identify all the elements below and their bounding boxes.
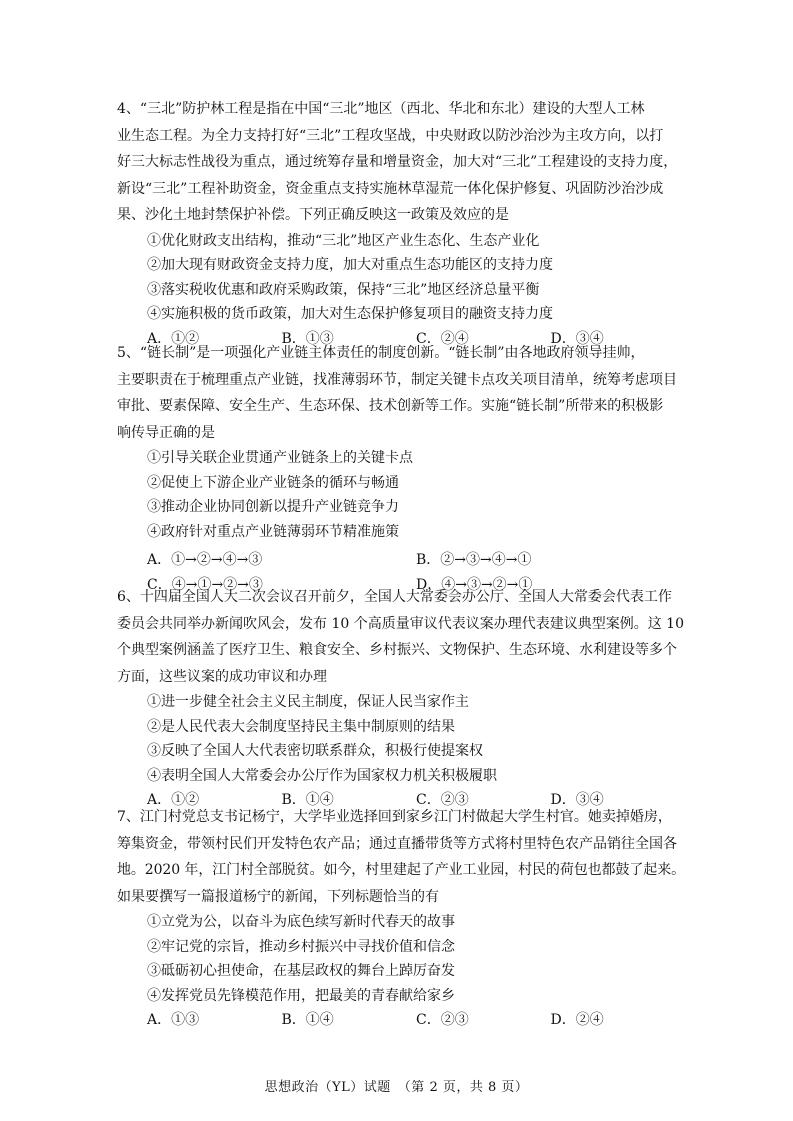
stem-line: 主要职责在于梳理重点产业链，找准薄弱环节，制定关键卡点攻关项目清单，统筹考虑项目 xyxy=(117,371,677,388)
stem-line: 4、“三北”防护林工程是指在中国“三北”地区（西北、华北和东北）建设的大型人工林 xyxy=(117,101,645,117)
statement: ②是人民代表大会制度坚持民主集中制原则的结果 xyxy=(147,718,455,735)
stem-line: 响传导正确的是 xyxy=(117,424,215,441)
statement: ①引导关联企业贯通产业链条上的关键卡点 xyxy=(147,450,413,466)
stem-line: 方面，这些议案的成功审议和办理 xyxy=(117,668,327,685)
statement: ②促使上下游企业产业链条的循环与畅通 xyxy=(147,474,399,491)
statement: ②加大现有财政资金支持力度，加大对重点生态功能区的支持力度 xyxy=(147,257,553,273)
statement: ①优化财政支出结构，推动“三北”地区产业生态化、生态产业化 xyxy=(147,232,540,249)
option-d: D．④→③→②→① xyxy=(416,576,533,593)
statement: ③反映了全国人大代表密切联系群众，积极行使提案权 xyxy=(147,743,483,759)
answer-options xyxy=(147,548,685,573)
statement: ①立党为公，以奋斗为底色续写新时代春天的故事 xyxy=(147,914,455,930)
question-7 xyxy=(117,804,685,1033)
option-b: B．①④ xyxy=(281,1012,334,1028)
question-stem xyxy=(117,804,685,910)
question-stem xyxy=(117,584,685,690)
option-a: A．①② xyxy=(147,792,200,808)
question-5 xyxy=(117,340,685,597)
option-d: D．②④ xyxy=(550,1012,604,1028)
stem-line: 5、“链长制”是一项强化产业链主体责任的制度创新。“链长制”由各地政府领导挂帅， xyxy=(117,345,645,361)
statement: ④政府针对重点产业链薄弱环节精准施策 xyxy=(147,523,399,540)
stem-line: 业生态工程。为全力支持打好“三北”工程攻坚战，中央财政以防沙治沙为主攻方向，以打 xyxy=(117,127,664,144)
option-c: C．②④ xyxy=(416,330,469,347)
stem-line: 果、沙化土地封禁保护补偿。下列正确反映这一政策及效应的是 xyxy=(117,207,509,223)
option-d: D．③④ xyxy=(550,792,604,808)
statement: ④实施积极的货币政策，加大对生态保护修复项目的融资支持力度 xyxy=(147,306,553,322)
statement: ④表明全国人大常委会办公厅作为国家权力机关积极履职 xyxy=(147,767,497,784)
option-b: B．①④ xyxy=(281,792,334,808)
question-6 xyxy=(117,584,685,813)
statement: ③推动企业协同创新以提升产业链竞争力 xyxy=(147,499,399,515)
option-a: A．①③ xyxy=(147,1012,200,1028)
question-stem xyxy=(117,96,685,229)
stem-line: 地。2020 年，江门村全部脱贫。如今，村里建起了产业工业园，村民的荷包也都鼓了起来。 xyxy=(117,862,685,878)
option-c: C．②③ xyxy=(416,1012,469,1028)
statement: ②牢记党的宗旨，推动乡村振兴中寻找价值和信念 xyxy=(147,938,455,955)
stem-line: 新设“三北”工程补助资金，资金重点支持实施林草湿荒一体化保护修复、巩固防沙治沙成 xyxy=(117,180,664,197)
stem-line: 如果要撰写一篇报道杨宁的新闻，下列标题恰当的有 xyxy=(117,888,439,905)
statement: ③落实税收优惠和政府采购政策，保持“三北”地区经济总量平衡 xyxy=(147,281,540,298)
stem-line: 个典型案例涵盖了医疗卫生、粮食安全、乡村振兴、文物保护、生态环境、水利建设等多个 xyxy=(117,642,677,658)
statement: ①进一步健全社会主义民主制度，保证人民当家作主 xyxy=(147,694,469,710)
option-b: B．①③ xyxy=(281,330,334,347)
answer-options xyxy=(147,1008,685,1033)
option-a: A．①② xyxy=(147,330,200,347)
page-footer: 思想政治（YL）试题 （第 2 页，共 8 页） xyxy=(264,1080,529,1095)
question-stem xyxy=(117,340,685,446)
stem-line: 委员会共同举办新闻吹风会，发布 10 个高质量审议代表议案办理代表建议典型案例。这 10 xyxy=(117,615,684,632)
option-a: A．①→②→④→③ xyxy=(147,552,263,568)
stem-line: 7、江门村党总支书记杨宁，大学毕业选择回到家乡江门村做起大学生村官。她卖掉婚房， xyxy=(117,809,672,825)
statement: ④发挥党员先锋模范作用，把最美的青春献给家乡 xyxy=(147,987,455,1004)
stem-line: 审批、要素保障、安全生产、生态环保、技术创新等工作。实施“链长制”所带来的积极影 xyxy=(117,398,664,414)
option-c: C．②③ xyxy=(416,792,469,808)
option-c: C．④→①→②→③ xyxy=(147,576,263,593)
stem-line: 筹集资金，带领村民们开发特色农产品；通过直播带货等方式将村里特色农产品销往全国各 xyxy=(117,835,677,852)
option-d: D．③④ xyxy=(550,330,604,347)
stem-line: 6、十四届全国人大二次会议召开前夕，全国人大常委会办公厅、全国人大常委会代表工作 xyxy=(117,589,672,605)
question-4 xyxy=(117,96,685,351)
statement: ③砥砺初心担使命，在基层政权的舞台上踔厉奋发 xyxy=(147,963,455,979)
stem-line: 好三大标志性战役为重点，通过统筹存量和增量资金，加大对“三北”工程建设的支持力度， xyxy=(117,154,678,170)
option-b: B．②→③→④→① xyxy=(416,552,532,568)
